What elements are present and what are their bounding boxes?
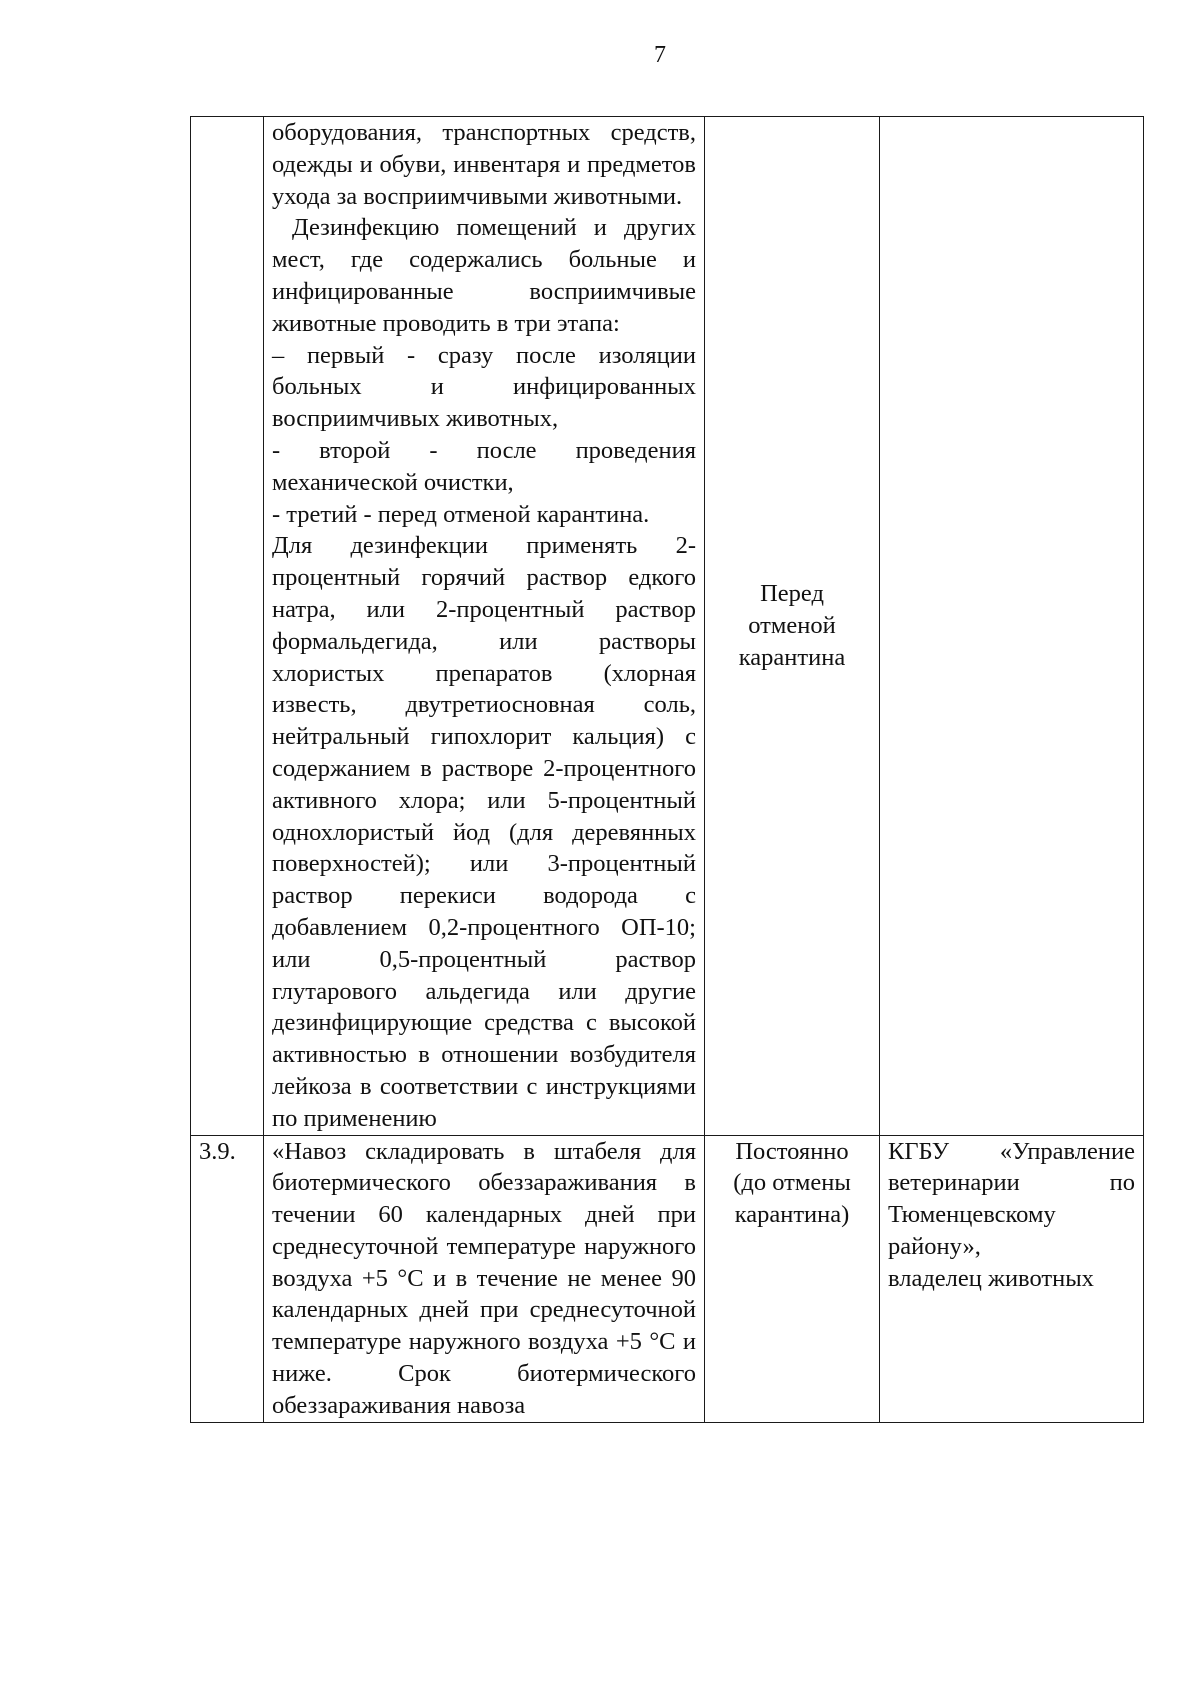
term-line: карантина) [734,1201,850,1229]
term-cell [705,117,880,1136]
term-line: отменой [748,611,836,639]
page-number: 7 [654,42,666,68]
row-number-cell: 3.9. [191,1135,264,1422]
measure-paragraph: Для дезинфекции применять 2-процентный горячий раствор едкого натра, или 2-процентный раствор формальдегида, или растворы хлористых препаратов (хлорная известь, двутретиосновная соль, нейтральный гипохлорит кальция) с содержанием в растворе 2-процентного активного хлора; или 5-процентный однохлористый йод (для деревянных поверхностей); или 3-процентный раствор перекиси водорода с добавлением 0,2-процентного ОП-10; или 0,5-процентный раствор глутарового альдегида или другие дезинфицирующие средства с высокой активностью в отношении возбудителя лейкоза в соответствии с инструкциями по применению [272,532,696,1132]
measure-paragraph: «Навоз складировать в штабеля для биотермического обеззараживания в течении 60 календарных дней при среднесуточной температуре наружного воздуха +5 °С и в течение не менее 90 календарных дней при среднесуточной температуре наружного воздуха +5 °С и ниже. Срок биотермического обеззараживания навоза [272,1137,696,1419]
row-number-cell [191,117,264,1136]
measure-paragraph: - второй - после проведения механической очистки, [272,436,696,496]
measure-paragraph: - третий - перед отменой карантина. [272,500,650,528]
measure-paragraph: – первый - сразу после изоляции больных и инфицированных восприимчивых животных, [272,341,696,433]
responsible-cell [880,117,1144,1136]
measure-paragraph: оборудования, транспортных средств, одежды и обуви, инвентаря и предметов ухода за восприимчивыми животными. [272,119,696,210]
term-cell [705,1135,880,1422]
responsible-line: владелец животных [888,1264,1094,1292]
responsible-cell [880,1135,1144,1422]
term-line: (до отмены [733,1169,851,1197]
table-row [191,117,1144,1136]
measure-text-cell [264,1135,705,1422]
measure-text-cell [264,117,705,1136]
table-row [191,1135,1144,1422]
term-line: Перед [760,580,824,608]
term-line: карантина [738,643,846,671]
term-line: Постоянно [735,1137,849,1165]
measures-table [190,116,1144,1423]
measure-paragraph: Дезинфекцию помещений и других мест, где содержались больные и инфицированные восприимчивые животные проводить в три этапа: [272,214,696,337]
responsible-line: КГБУ «Управление ветеринарии по Тюменцевскому району», [888,1137,1135,1260]
